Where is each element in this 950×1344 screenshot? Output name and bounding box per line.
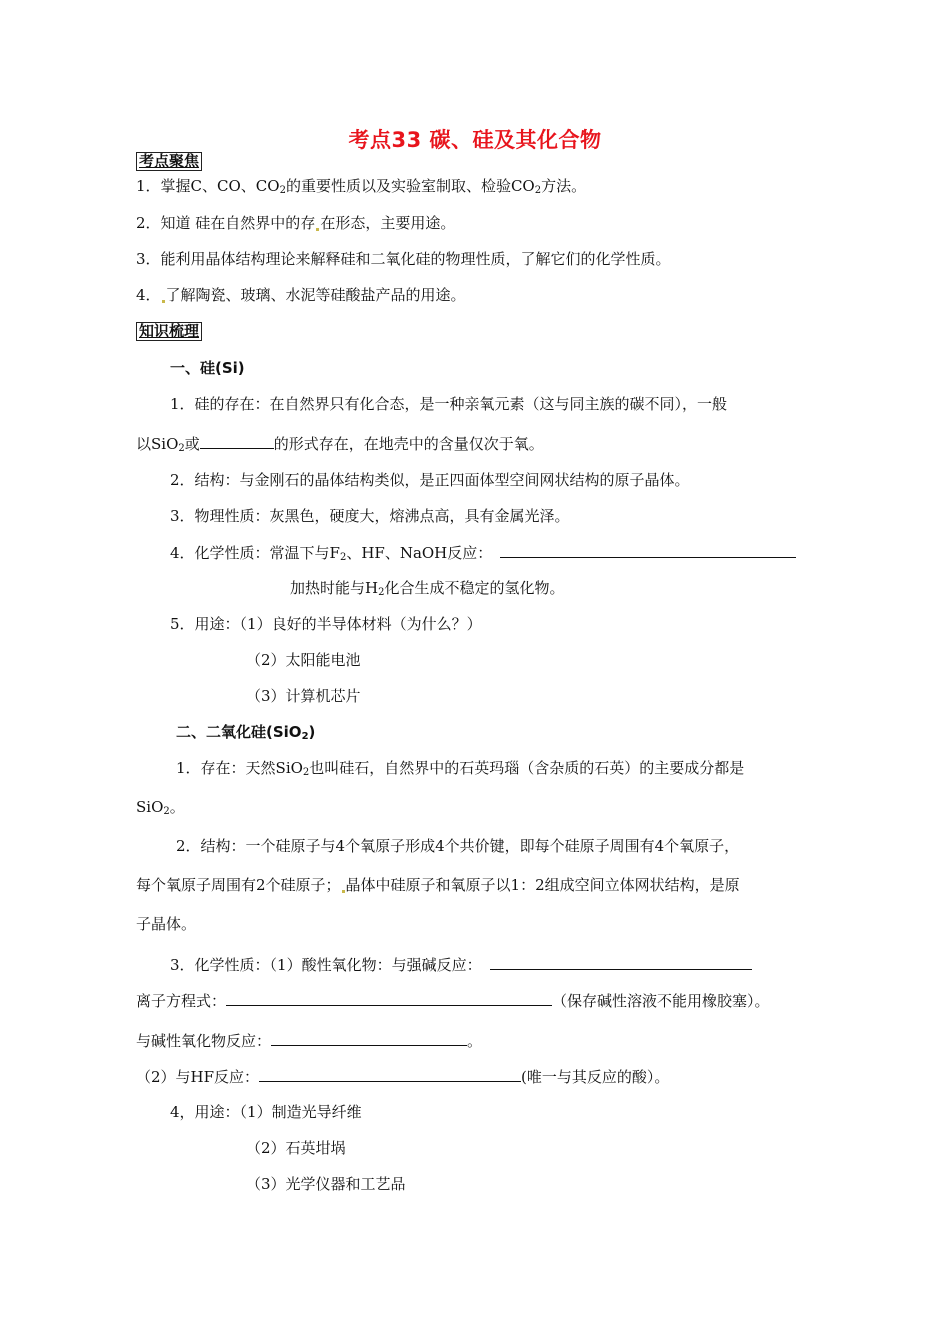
si-existence-line2: 以SiO$_2$或 的形式存在，在地壳中的含量仅次于氧。 (136, 435, 544, 454)
si-use-3: （3）计算机芯片 (246, 687, 361, 705)
sio2-ionic-equation: 离子方程式： （保存碱性溶液不能用橡胶塞）。 (136, 992, 770, 1010)
fill-blank[interactable] (200, 433, 274, 449)
si-structure: 2．结构：与金刚石的晶体结构类似，是正四面体型空间网状结构的原子晶体。 (170, 471, 690, 489)
si-existence-line1: 1．硅的存在：在自然界只有化合态，是一种亲氧元素（这与同主族的碳不同），一般 (170, 395, 728, 413)
sio2-use-3: （3）光学仪器和工艺品 (246, 1175, 406, 1193)
sio2-heading: 二、二氧化硅(SiO$_2$) (176, 723, 316, 742)
sio2-chemical-line1: 3．化学性质：（1）酸性氧化物：与强碱反应： (170, 954, 752, 975)
fill-blank[interactable] (490, 954, 752, 970)
fill-blank[interactable] (271, 1030, 467, 1046)
stray-mark (316, 228, 319, 231)
sio2-existence-line2: SiO$_2$。 (136, 798, 185, 817)
stray-mark (342, 890, 345, 893)
si-use-2: （2）太阳能电池 (246, 651, 361, 669)
sio2-basic-oxide-reaction: 与碱性氧化物反应： 。 (136, 1032, 483, 1050)
si-chemical-properties-line2: 加热时能与$H_2$化合生成不稳定的氢化物。 (290, 579, 565, 598)
stray-mark (162, 300, 165, 303)
focus-item-3: 3．能利用晶体结构理论来解释硅和二氧化硅的物理性质，了解它们的化学性质。 (136, 250, 671, 268)
focus-item-2: 2．知道 硅在自然界中的存 在形态，主要用途。 (136, 214, 456, 232)
sio2-use-2: （2）石英坩埚 (246, 1139, 346, 1157)
sio2-uses: 4，用途：（1）制造光导纤维 (170, 1103, 362, 1121)
si-chemical-properties: 4．化学性质：常温下与$F_2$、HF、NaOH反应： (170, 542, 796, 563)
sio2-structure-line1: 2．结构：一个硅原子与4个氧原子形成4个共价键，即每个硅原子周围有4个氧原子， (176, 837, 740, 855)
si-uses: 5．用途：（1）良好的半导体材料（为什么？） (170, 615, 482, 633)
sio2-hf-reaction: （2）与HF反应： (唯一与其反应的酸）。 (136, 1068, 670, 1086)
si-physical-properties: 3．物理性质：灰黑色，硬度大，熔沸点高，具有金属光泽。 (170, 507, 570, 525)
knowledge-section-header: 知识梳理 (136, 322, 202, 341)
sio2-structure-line2: 每个氧原子周围有2个硅原子； 晶体中硅原子和氧原子以1：2组成空间立体网状结构，是原 (136, 876, 740, 894)
sio2-existence-line1: 1．存在：天然SiO$_2$也叫硅石，自然界中的石英玛瑙（含杂质的石英）的主要成分都是 (176, 759, 745, 778)
focus-item-1: 1．掌握C、CO、$CO_2$的重要性质以及实验室制取、检验$CO_2$方法。 (136, 177, 587, 196)
page-title: 考点33 碳、硅及其化合物 (348, 128, 602, 152)
fill-blank[interactable] (226, 990, 552, 1006)
fill-blank[interactable] (259, 1066, 521, 1082)
focus-item-4: 4． 了解陶瓷、玻璃、水泥等硅酸盐产品的用途。 (136, 286, 466, 304)
sio2-structure-line3: 子晶体。 (136, 915, 197, 933)
focus-section-header: 考点聚焦 (136, 152, 202, 171)
fill-blank[interactable] (500, 542, 796, 558)
si-heading: 一、硅(Si) (170, 359, 245, 377)
